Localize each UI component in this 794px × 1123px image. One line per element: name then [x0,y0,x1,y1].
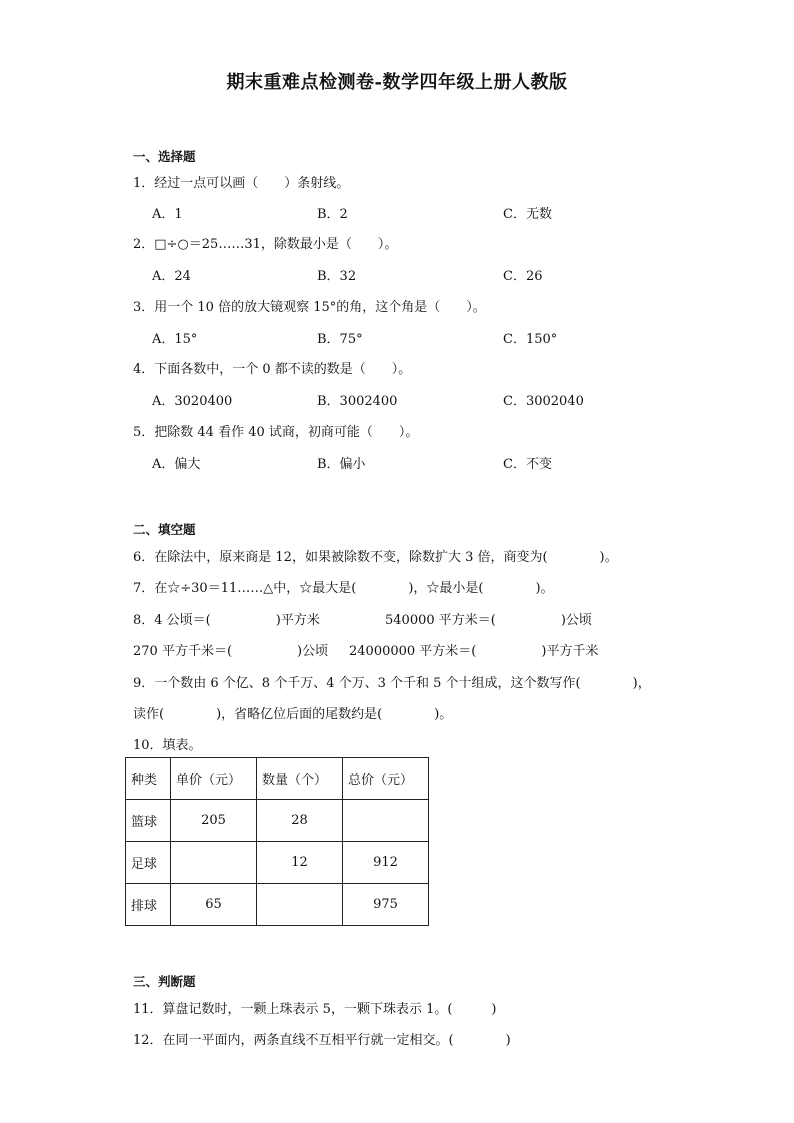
question-9-line-1: 9．一个数由 6 个亿、8 个千万、4 个万、3 个千和 5 个十组成，这个数写作( )， [133,676,651,691]
option-a: A．24 [152,269,191,284]
question-10: 10．填表。 [133,738,202,753]
section-heading-fill: 二、填空题 [133,522,196,537]
table-cell: 足球 [126,842,171,884]
table-header-cell: 单价（元） [171,758,257,800]
question-5: 5．把除数 44 看作 40 试商，初商可能（ ）。 [133,425,419,440]
option-c: C．150° [503,332,558,347]
table-cell [343,800,429,842]
question-2-options [152,265,712,283]
table-cell: 排球 [126,884,171,926]
option-b: B．偏小 [317,457,366,472]
page-title: 期末重难点检测卷-数学四年级上册人教版 [226,72,568,93]
option-b: B．3002400 [317,394,398,409]
option-b: B．2 [317,207,348,222]
question-7: 7．在☆÷30＝11……△中，☆最大是( )，☆最小是( )。 [133,581,554,596]
table-row [126,884,429,926]
option-c: C．3002040 [503,394,584,409]
question-8-part-d: 24000000 平方米＝( )平方千米 [349,644,599,659]
fill-table [125,757,429,926]
option-a: A．3020400 [152,394,233,409]
table-cell: 65 [171,884,257,926]
option-b: B．75° [317,332,363,347]
table-cell: 205 [171,800,257,842]
table-cell [171,842,257,884]
option-a: A．偏大 [152,457,201,472]
question-5-options [152,453,712,471]
question-3-options [152,328,712,346]
question-8-part-a: 8．4 公顷＝( )平方米 [133,613,320,628]
table-header-row [126,758,429,800]
table-cell: 篮球 [126,800,171,842]
option-b: B．32 [317,269,357,284]
table-header-cell: 总价（元） [343,758,429,800]
question-9-line-2: 读作( )，省略亿位后面的尾数约是( )。 [133,707,453,722]
option-c: C．不变 [503,457,552,472]
question-8-part-c: 270 平方千米＝( )公顷 [133,644,329,659]
option-a: A．15° [152,332,198,347]
question-8-part-b: 540000 平方米＝( )公顷 [385,613,592,628]
table-cell: 12 [257,842,343,884]
table-cell: 28 [257,800,343,842]
question-1-options [152,203,712,221]
question-1: 1．经过一点可以画（ ）条射线。 [133,176,350,191]
question-12: 12．在同一平面内，两条直线不互相平行就一定相交。( ) [133,1033,511,1048]
option-a: A．1 [152,207,183,222]
section-heading-judge: 三、判断题 [133,974,196,989]
table-header-cell: 数量（个） [257,758,343,800]
section-heading-choice: 一、选择题 [133,149,196,164]
question-11: 11．算盘记数时，一颗上珠表示 5，一颗下珠表示 1。( ) [133,1002,497,1017]
question-3: 3．用一个 10 倍的放大镜观察 15°的角，这个角是（ ）。 [133,300,486,315]
question-6: 6．在除法中，原来商是 12，如果被除数不变，除数扩大 3 倍，商变为( )。 [133,550,618,565]
table-cell: 912 [343,842,429,884]
table-row [126,842,429,884]
question-4: 4．下面各数中，一个 0 都不读的数是（ ）。 [133,362,412,377]
option-c: C．无数 [503,207,552,222]
table-row [126,800,429,842]
table-cell: 975 [343,884,429,926]
table-header-cell: 种类 [126,758,171,800]
table-cell [257,884,343,926]
question-2: 2．□÷○＝25……31，除数最小是（ ）。 [133,237,398,252]
question-4-options [152,390,712,408]
option-c: C．26 [503,269,543,284]
